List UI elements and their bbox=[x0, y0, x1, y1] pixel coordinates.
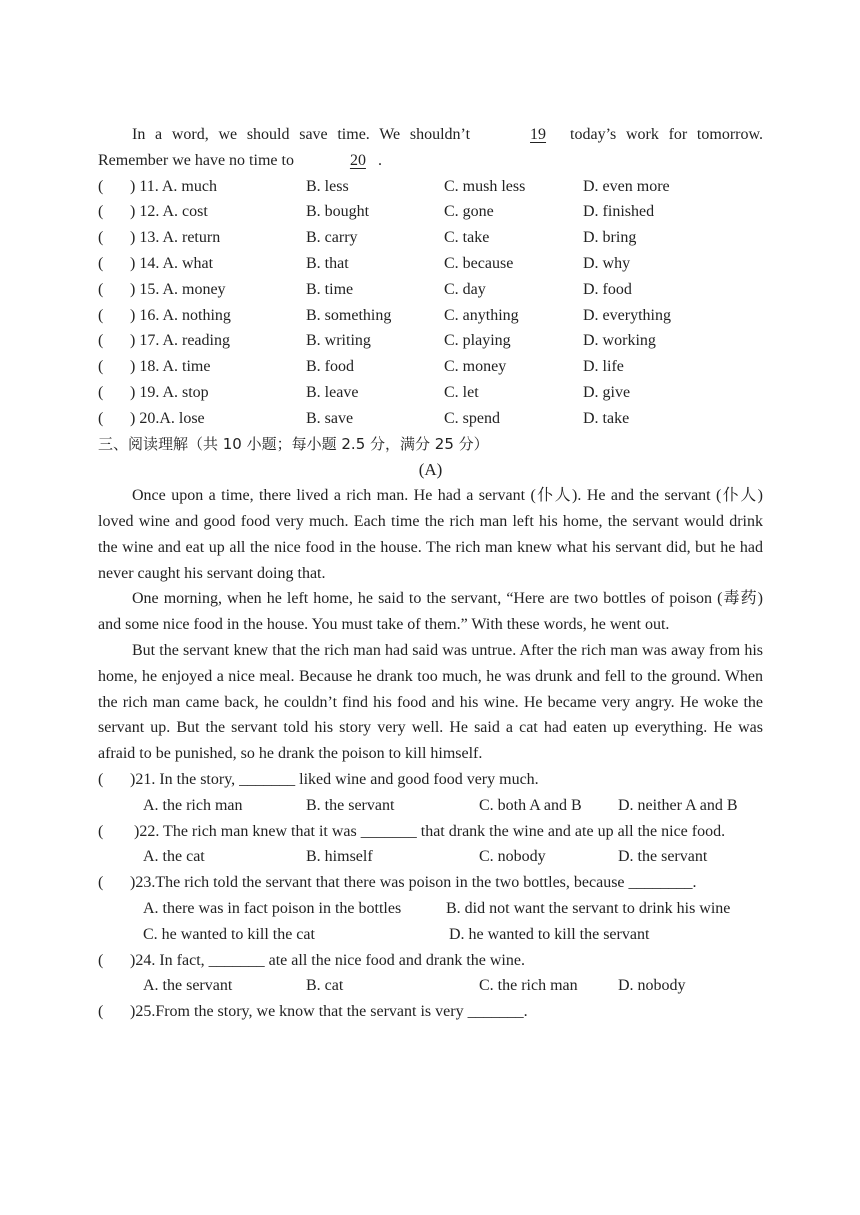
blank-19: 19 bbox=[530, 126, 547, 143]
question-text: )21. In the story, _______ liked wine and good food very much. bbox=[130, 770, 539, 788]
answer-paren: ( bbox=[98, 951, 104, 969]
answer-paren: ( bbox=[98, 874, 104, 892]
options-23-row2: C. he wanted to kill the cat D. he wanted to kill the servant bbox=[143, 925, 650, 943]
question-21 bbox=[98, 767, 763, 793]
options-22: A. the cat B. himself C. nobody D. the servant bbox=[143, 848, 708, 866]
question-23 bbox=[98, 870, 763, 896]
cloze-row: ( ) 13. A. return B. carry C. take D. bring bbox=[98, 229, 637, 247]
cloze-row: ( ) 17. A. reading B. writing C. playing D. working bbox=[98, 332, 656, 350]
cloze-row: ( ) 11. A. much B. less C. mush less D. even more bbox=[98, 177, 670, 195]
passage-text: Remember we have no time to bbox=[98, 151, 294, 169]
cloze-row: ( ) 14. A. what B. that C. because D. why bbox=[98, 254, 631, 272]
passage-text: today’s work for tomorrow. bbox=[570, 126, 763, 143]
question-text: )25.From the story, we know that the servant is very _______. bbox=[130, 1003, 528, 1021]
section-heading: 三、阅读理解（共 10 小题；每小题 2.5 分，满分 25 分） bbox=[98, 434, 489, 453]
question-text: )22. The rich man knew that it was _______ that drank the wine and ate up all the nice food. bbox=[134, 822, 726, 840]
story-paragraph-3: But the servant knew that the rich man had said was untrue. After the rich man was away from his home, he enjoyed a nice meal. Because he drank too much, he was drunk and fell to the ground. When the rich man came back, he couldn’t find his food and his wine. He became very angry. He woke the servant up. But the servant told his story very well. He said a cat had eaten up everything. He was afraid to be punished, so he drank the poison to kill himself. bbox=[98, 641, 763, 763]
cloze-row: ( ) 19. A. stop B. leave C. let D. give bbox=[98, 383, 631, 401]
answer-paren: ( bbox=[98, 770, 104, 788]
cloze-passage-end bbox=[98, 122, 763, 174]
question-25 bbox=[98, 999, 763, 1025]
question-24 bbox=[98, 948, 763, 974]
question-text: )24. In fact, _______ ate all the nice food and drank the wine. bbox=[130, 951, 525, 969]
cloze-row: ( ) 15. A. money B. time C. day D. food bbox=[98, 280, 632, 298]
exam-page bbox=[98, 122, 763, 1025]
cloze-row: ( ) 18. A. time B. food C. money D. life bbox=[98, 358, 624, 376]
options-21: A. the rich man B. the servant C. both A and B D. neither A and B bbox=[143, 796, 738, 814]
passage-title: (A) bbox=[418, 460, 443, 480]
passage-text: . bbox=[377, 151, 382, 169]
answer-paren: ( bbox=[98, 822, 104, 840]
cloze-row: ( ) 20.A. lose B. save C. spend D. take bbox=[98, 409, 630, 427]
passage-text: In a word, we should save time. We shouldn’t bbox=[132, 126, 471, 143]
options-24: A. the servant B. cat C. the rich man D. nobody bbox=[143, 977, 686, 995]
blank-20: 20 bbox=[349, 151, 366, 169]
story-paragraph-1: Once upon a time, there lived a rich man. He had a servant (仆人). He and the servant (仆人) loved wine and good food very much. Each time the rich man left his home, the servant would drink the wine and eat up all the nice food in the house. The rich man knew what his servant did, but he had never caught his servant doing that. bbox=[98, 487, 763, 582]
question-text: )23.The rich told the servant that there was poison in the two bottles, because ________. bbox=[130, 874, 697, 892]
answer-paren: ( bbox=[98, 1003, 104, 1021]
story-paragraph-2: One morning, when he left home, he said to the servant, “Here are two bottles of poison (毒药) and some nice food in the house. You must take of them.” With these words, he went out. bbox=[98, 590, 763, 634]
options-23-row1: A. there was in fact poison in the bottles B. did not want the servant to drink his wine bbox=[143, 899, 731, 917]
question-22 bbox=[98, 819, 763, 845]
cloze-row: ( ) 16. A. nothing B. something C. anything D. everything bbox=[98, 306, 671, 324]
cloze-options bbox=[98, 174, 763, 432]
cloze-row: ( ) 12. A. cost B. bought C. gone D. finished bbox=[98, 203, 655, 221]
